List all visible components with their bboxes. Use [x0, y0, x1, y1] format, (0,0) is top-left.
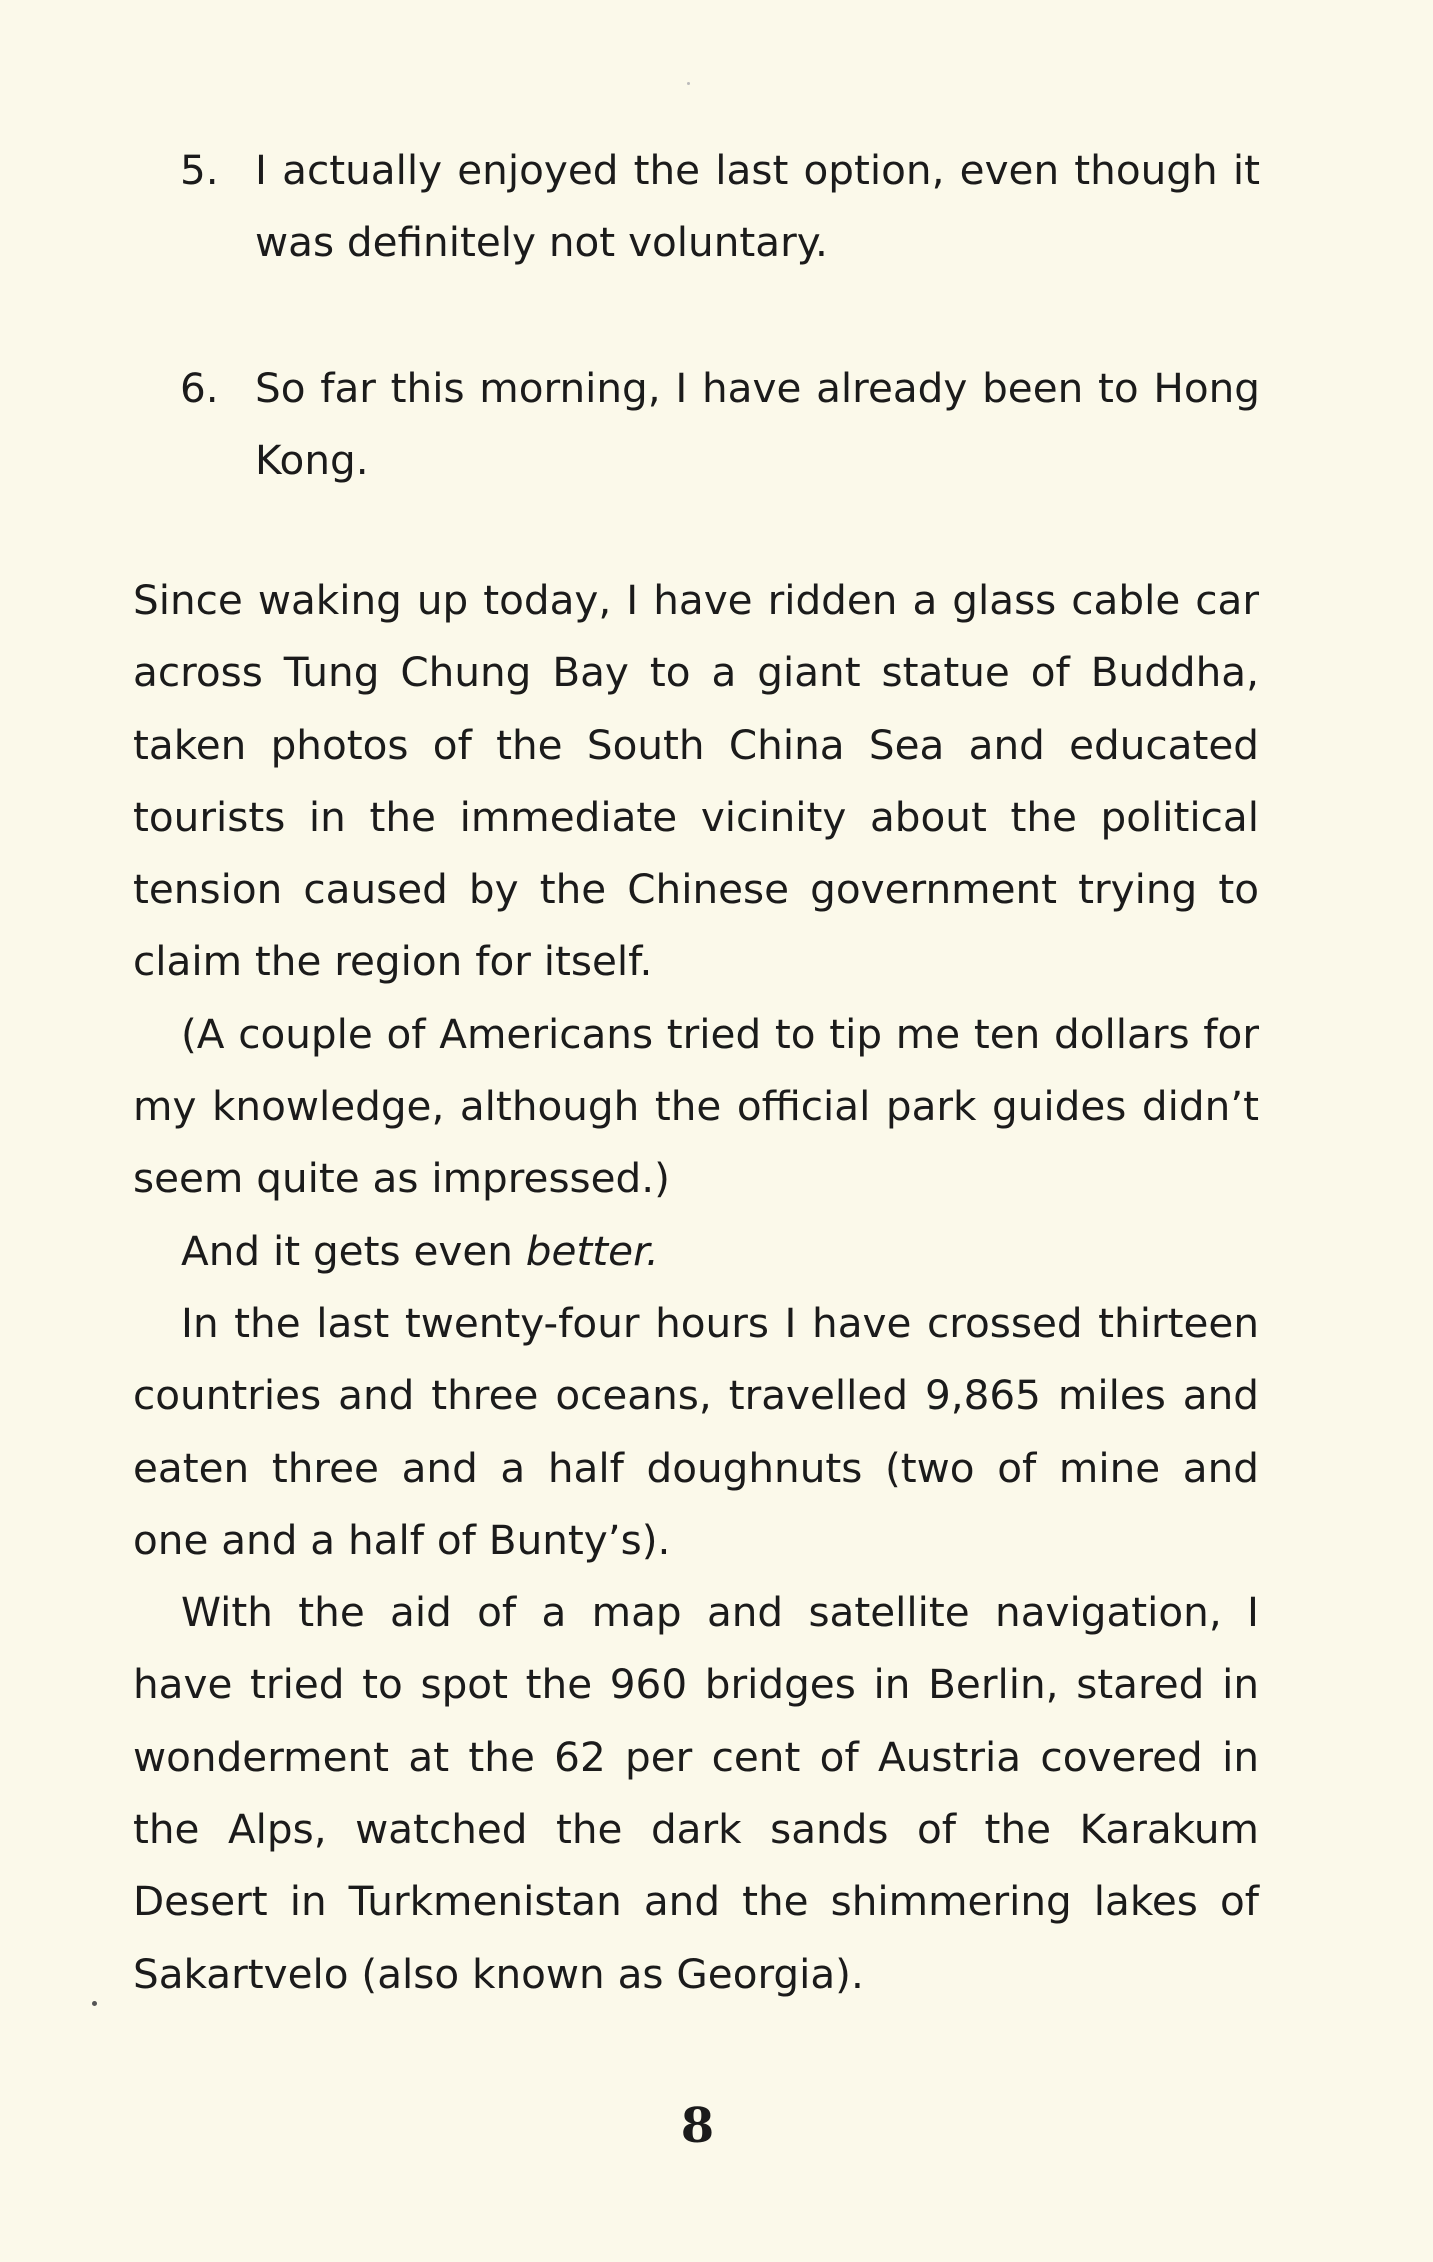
list-item [180, 134, 1260, 278]
paragraph [133, 1215, 1259, 1287]
list-item-text: So far this morning, I have already been to Hong Kong. [255, 364, 1260, 484]
list-item [180, 352, 1260, 496]
numbered-list [180, 352, 1260, 496]
scan-speck [687, 82, 690, 85]
list-item-number: 6. [180, 364, 219, 412]
scan-speck [92, 2001, 97, 2006]
paragraph: In the last twenty-four hours I have crossed thirteen countries and three oceans, travelled 9,865 miles and eaten three and a half doughnuts (two of mine and one and a half of Bunty’s). [133, 1298, 1259, 1564]
paragraph: Since waking up today, I have ridden a glass cable car across Tung Chung Bay to a giant statue of Buddha, taken photos of the South China Sea and educated tourists in the immediate vicinity about the political tension caused by the Chinese government trying to claim the region for itself. [133, 576, 1259, 986]
paragraph-text: And it gets even [181, 1226, 526, 1275]
paragraph: With the aid of a map and satellite navigation, I have tried to spot the 960 bridges in Berlin, stared in wonderment at the 62 per cent of Austria covered in the Alps, watched the dark sands of the Karakum Desert in Turkmenistan and the shimmering lakes of Sakartvelo (also known as Georgia). [133, 1588, 1259, 1998]
list-item-text: I actually enjoyed the last option, even though it was definitely not voluntary. [255, 146, 1260, 266]
emphasized-text: better. [525, 1226, 659, 1275]
paragraph: (A couple of Americans tried to tip me ten dollars for my knowledge, although the official park guides didn’t seem quite as impressed.) [133, 1009, 1259, 1203]
body-text [133, 564, 1259, 2010]
list-item-number: 5. [180, 146, 219, 194]
numbered-list [180, 134, 1260, 278]
page-number: 8 [680, 2098, 715, 2154]
